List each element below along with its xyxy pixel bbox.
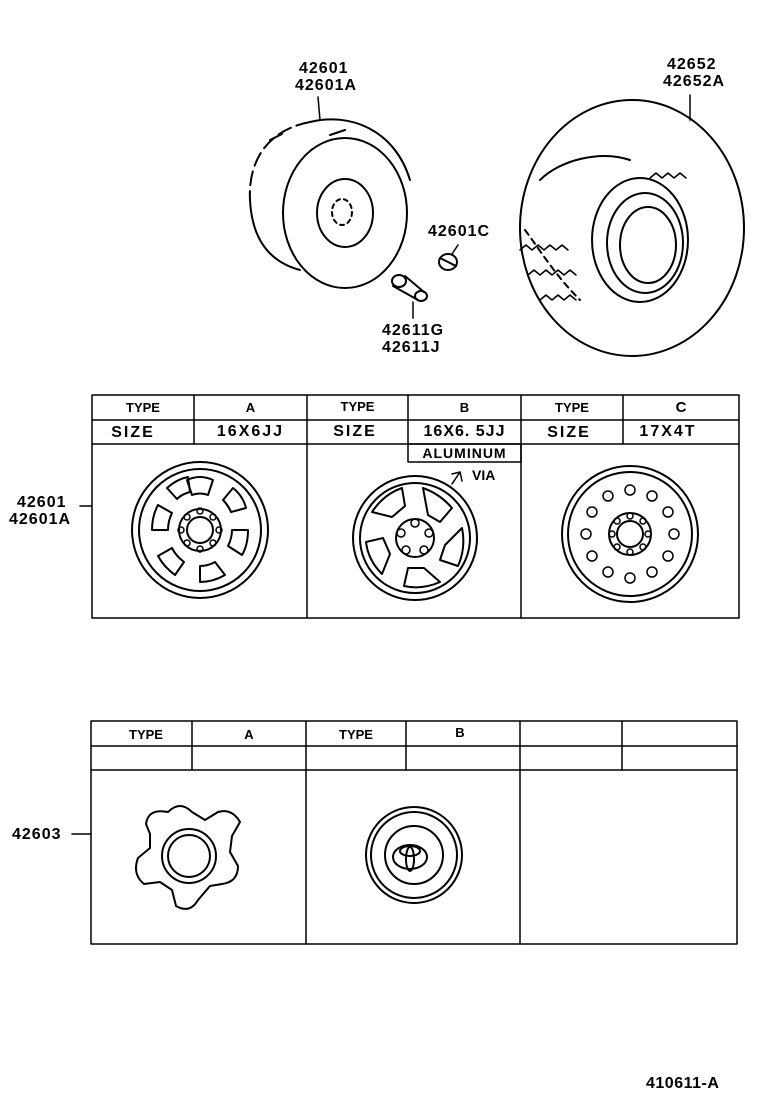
part-number-center-cap: 42603	[12, 826, 62, 843]
type-header: TYPE	[126, 400, 160, 415]
cap-type-header: TYPE	[129, 727, 163, 742]
size-header: SIZE	[547, 424, 591, 441]
size-header: SIZE	[111, 424, 155, 441]
part-number-tire: 42652	[667, 56, 717, 73]
type-value-c: C	[675, 399, 687, 416]
via-arrow-icon	[452, 472, 462, 484]
wheel-drawing-icon	[250, 119, 410, 288]
center-cap-a-icon	[136, 806, 240, 909]
size-value-b: 16X6. 5JJ	[423, 423, 506, 440]
part-number-valve: 42611G	[382, 322, 445, 339]
diagram-code: 410611-A	[646, 1075, 720, 1092]
size-header: SIZE	[333, 423, 377, 440]
cap-type-value-b: B	[455, 725, 465, 740]
part-number-wheel: 42601	[299, 60, 349, 77]
tire-drawing-icon	[520, 100, 744, 356]
steel-wheel-a-icon	[132, 462, 268, 598]
size-value-a: 16X6JJ	[216, 423, 285, 440]
type-header: TYPE	[555, 400, 589, 415]
cap-type-value-a: A	[244, 727, 254, 742]
steel-wheel-c-icon	[562, 466, 698, 602]
center-cap-b-icon	[366, 807, 462, 903]
valve-stem-icon	[392, 275, 427, 318]
material-note: ALUMINUM	[422, 445, 507, 461]
part-number-tire-alt: 42652A	[663, 73, 726, 90]
part-number-disc-wheel-alt: 42601A	[9, 511, 72, 528]
part-number-disc-wheel: 42601	[17, 494, 67, 511]
part-number-lug-nut: 42601C	[428, 223, 491, 240]
size-value-c: 17X4T	[639, 423, 697, 440]
leader-line	[318, 97, 320, 120]
via-note: VIA	[472, 467, 496, 483]
part-number-valve-alt: 42611J	[382, 339, 441, 356]
type-value-b: B	[459, 400, 470, 415]
aluminum-wheel-b-icon	[353, 476, 477, 600]
type-value-a: A	[245, 400, 256, 415]
cap-table-frame	[91, 721, 737, 944]
cap-type-header: TYPE	[339, 727, 373, 742]
part-number-wheel-alt: 42601A	[295, 77, 358, 94]
type-header: TYPE	[340, 399, 375, 414]
lug-nut-icon	[439, 245, 458, 270]
